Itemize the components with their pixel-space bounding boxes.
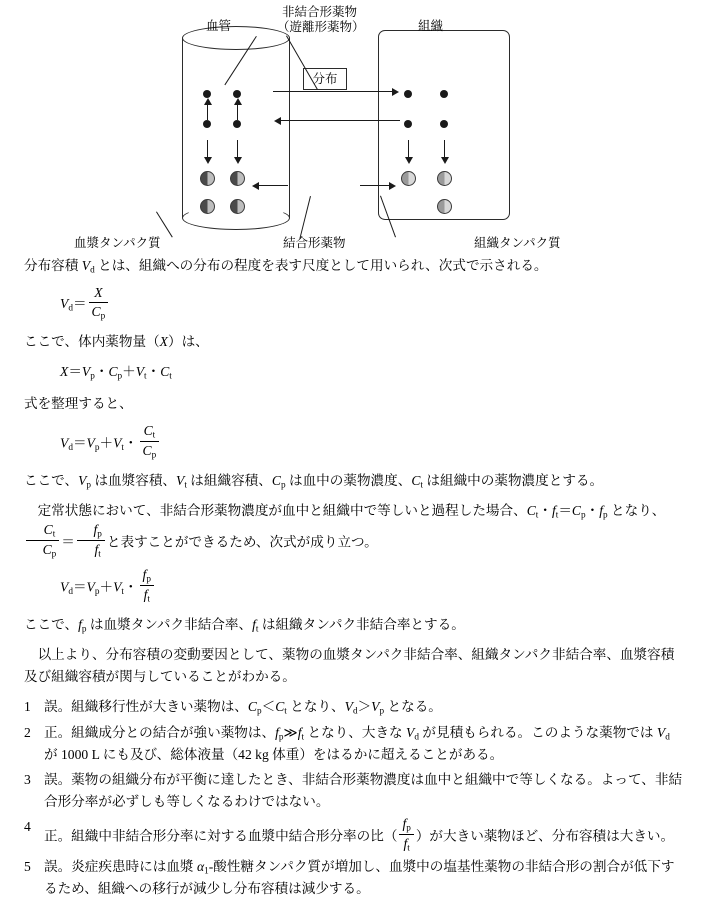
arrow-head-up [234, 98, 242, 105]
label-blood-vessel: 血管 [206, 19, 232, 33]
equation-amount: $X=V_p$・$C_p+V_t$・$C_t$ [60, 363, 172, 381]
label-unbound-drug-line1: 非結合形薬物 [282, 5, 358, 19]
answer-text: 誤。組織移行性が大きい薬物は、$C_p<C_t$ となり、$V_d>V_p$ となる。 [44, 699, 442, 716]
free-drug-dot [203, 90, 211, 98]
answer-text: 誤。薬物の組織分布が平衡に達したとき、非結合形薬物濃度は血中と組織中で等しくなる。よって、非結合形分率が必ずしも等しくなるわけではない。 [44, 771, 683, 809]
bound-drug-circle [230, 199, 245, 214]
answer-text: 誤。炎症疾患時には血漿 $\alpha_1-$酸性糖タンパク質が増加し、血漿中の塩基性薬物の非結合形の割合が低下するため、組織への移行が減少し分布容積は減少する。 [44, 858, 675, 897]
answer-number: 5 [24, 858, 31, 874]
distribution-arrow-right [273, 91, 393, 92]
answer-number: 2 [24, 724, 31, 740]
answer-list [24, 696, 685, 900]
bound-drug-circle [401, 171, 416, 186]
list-item [24, 722, 685, 766]
free-drug-dot [440, 90, 448, 98]
binding-arrow [237, 140, 238, 158]
list-item [24, 769, 685, 813]
bound-drug-circle [200, 199, 215, 214]
free-drug-dot [440, 120, 448, 128]
distribution-arrow-left [280, 120, 400, 121]
arrow-head-up [204, 98, 212, 105]
binding-arrow [444, 140, 445, 158]
list-item [24, 696, 685, 718]
equilibrium-arrow [207, 104, 208, 120]
equation-vd-rearranged: $V_d=V_p+V_t$・ $\frac{C_t}{C_p}$ [24, 423, 685, 460]
equation-vd-final: $V_d=V_p+V_t$・ $\frac{f_p}{f_t}$ [24, 567, 685, 604]
free-drug-dot [404, 90, 412, 98]
bound-drug-pointer-right [360, 185, 390, 186]
free-drug-dot [404, 120, 412, 128]
binding-arrow [207, 140, 208, 158]
label-plasma-protein: 血漿タンパク質 [74, 236, 161, 250]
arrow-head-right [392, 88, 399, 96]
answer-text: 正。組織成分との結合が強い薬物は、$f_p≫f_t$ となり、大きな $V_d$ が見積もられる。このような薬物では $V_d$ が 1000 L にも及び、総体液量（42 kg 体重）をはるかに超えることがある。 [44, 724, 670, 762]
distribution-label-box: 分布 [303, 68, 347, 90]
para-amount-intro: ここで、体内薬物量（X）は、 [24, 333, 209, 349]
equation-vd-definition: $V_d=$ $\frac{X}{C_p}$ [24, 285, 685, 321]
para-rearrange: 式を整理すると、 [24, 395, 133, 411]
free-drug-dot [203, 120, 211, 128]
leader-unbound-right [286, 36, 318, 90]
arrow-head-right [389, 182, 396, 190]
arrow-head-down [441, 157, 449, 164]
diagram-drug-distribution [0, 0, 711, 255]
bound-drug-circle [200, 171, 215, 186]
arrow-head-down [405, 157, 413, 164]
answer-number: 3 [24, 771, 31, 787]
free-drug-dot [233, 120, 241, 128]
list-item [24, 856, 685, 900]
para-fraction-definitions: ここで、$f_p$ は血漿タンパク非結合率、$f_t$ は組織タンパク非結合率とする。 [24, 617, 465, 634]
blood-vessel-cylinder-top [182, 26, 290, 50]
arrow-head-left [274, 117, 281, 125]
para-symbol-definitions: ここで、$V_p$ は血漿容積、$V_t$ は組織容積、$C_p$ は血中の薬物濃度、$C_t$ は組織中の薬物濃度とする。 [24, 472, 604, 490]
bound-drug-circle [230, 171, 245, 186]
equilibrium-arrow [237, 104, 238, 120]
list-item [24, 816, 685, 853]
answer-number: 4 [24, 818, 31, 834]
binding-arrow [408, 140, 409, 158]
para-steady-state: 定常状態において、非結合形薬物濃度が血中と組織中で等しいと過程した場合、$C_t$・$f_t=C_p$・$f_p$ となり、 $\frac{C_t}{C_p}$ ＝ $\frac{f_p}{f_t}$ と表すことができるため、次式が成り立つ。 [24, 500, 685, 559]
arrow-head-down [234, 157, 242, 164]
label-unbound-drug-line2: （遊離形薬物） [277, 20, 365, 34]
arrow-head-down [204, 157, 212, 164]
arrow-head-left [252, 182, 259, 190]
para-definition: 分布容積 $V_d$ とは、組織への分布の程度を表す尺度として用いられ、次式で示される。 [24, 258, 548, 275]
free-drug-dot [233, 90, 241, 98]
answer-number: 1 [24, 699, 31, 715]
bound-drug-circle [437, 199, 452, 214]
label-tissue-protein: 組織タンパク質 [474, 236, 561, 250]
bound-drug-circle [437, 171, 452, 186]
explanation-body [0, 255, 711, 900]
label-bound-drug: 結合形薬物 [283, 236, 346, 250]
label-tissue: 組織 [418, 19, 444, 33]
bound-drug-pointer-left [258, 185, 288, 186]
para-conclusion: 以上より、分布容積の変動要因として、薬物の血漿タンパク非結合率、組織タンパク非結合率、血漿容積及び組織容積が関与していることがわかる。 [24, 647, 675, 685]
answer-text: 正。組織中非結合形分率に対する血漿中結合形分率の比（ $\frac{f_p}{f_t}$ ）が大きい薬物ほど、分布容積は大きい。 [44, 815, 675, 853]
